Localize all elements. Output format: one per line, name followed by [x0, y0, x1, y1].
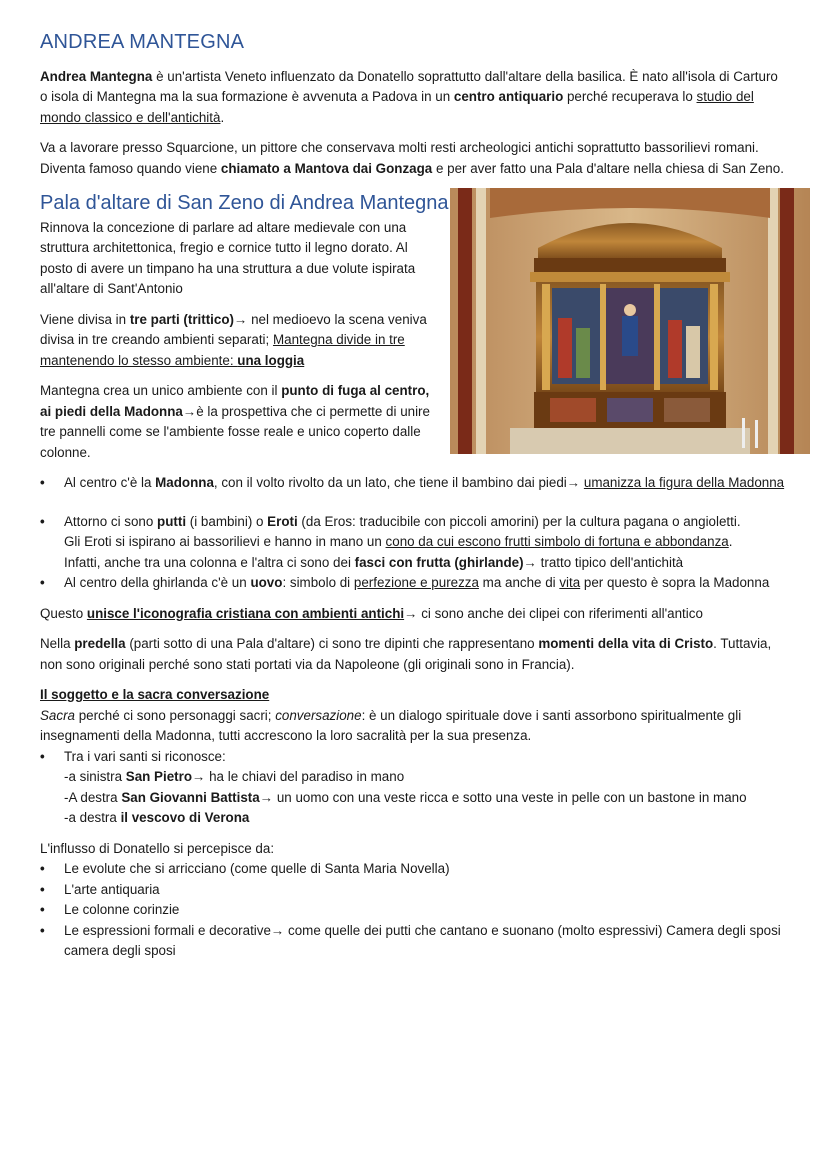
text: e per aver fatto una Pala d'altare nella chiesa di San Zeno. [432, 160, 784, 176]
text: Va a lavorare presso Squarcione, un pittore che conservava molti resti archeologici antichi soprattutto bassorilievi romani. Diventa famoso quando viene [40, 140, 759, 176]
paragraph-structure: Rinnova la concezione di parlare ad altare medievale con una struttura architettonica, fregio e cornice tutto il legno dorato. Al posto di avere un timpano ha una struttura a due volute ispirata all'altare di Sant'Antonio [40, 219, 416, 296]
text: (da Eros: traducibile con piccoli amorini) per la cultura pagana o angioletti. [297, 513, 741, 529]
text: Questo [40, 605, 87, 621]
text: Gli Eroti si ispirano ai bassorilievi e hanno in mano un [64, 534, 386, 549]
italic-text: Sacra [40, 707, 75, 723]
underlined-text: umanizza la figura della Madonna [583, 475, 785, 490]
text: Viene divisa in [40, 311, 130, 327]
subtitle: Il soggetto e la sacra conversazione [40, 687, 270, 702]
bold-text: putti [157, 513, 187, 529]
text: , con il volto rivolto da un lato, che tiene il bambino dai piedi→ [213, 475, 584, 490]
bold-text: fasci con frutta (ghirlande) [354, 554, 524, 570]
underlined-text: perfezione e purezza [353, 575, 479, 590]
bold-text: Andrea Mantegna [40, 68, 153, 84]
bold-text: momenti della vita di Cristo [538, 636, 714, 651]
text: -a sinistra [64, 769, 126, 784]
text: -A destra [64, 789, 122, 805]
bold-text: il vescovo di Verona [120, 810, 250, 825]
text: . [728, 534, 733, 549]
saints-list [40, 747, 785, 829]
text: → ci sono anche dei clipei con riferimenti all'antico [404, 605, 703, 621]
text: (i bambini) o [186, 513, 268, 529]
section-title: Pala d'altare di San Zeno di Andrea Mantegna [40, 192, 449, 214]
altarpiece-image [450, 188, 810, 454]
list-item: • L'arte antiquaria [40, 880, 785, 901]
text: . [220, 109, 225, 125]
text: perché ci sono personaggi sacri; [74, 707, 276, 723]
bold-text: Eroti [267, 513, 298, 529]
text: -a destra [64, 810, 121, 825]
text: Tra i vari santi si riconosce: [64, 748, 226, 764]
influence-intro: L'influsso di Donatello si percepisce da: [40, 840, 275, 856]
underlined-text: Mantegna divide in tre mantenendo lo stesso ambiente: [40, 332, 405, 368]
text: (parti sotto di una Pala d'altare) ci sono tre dipinti che rappresentano [125, 636, 539, 651]
document-page [40, 32, 785, 962]
underlined-text: studio del mondo classico e dell'antichità [40, 89, 754, 125]
list-item [40, 473, 785, 494]
paragraph-predella [40, 634, 785, 675]
text: → tratto tipico dell'antichità [523, 554, 684, 570]
list-item: • Le evolute che si arricciano (come quelle di Santa Maria Novella) [40, 859, 785, 880]
list-item [40, 747, 785, 829]
text: è un'artista Veneto influenzato da Donatello soprattutto dall'altare della basilica. È nato all'isola di Carturo o isola di Mantegna ma la sua formazione è avvenuta a Padova in un [40, 68, 778, 104]
influence-list [40, 859, 785, 962]
text: ma anche di [478, 575, 560, 590]
bold-underlined-text: unisce l'iconografia cristiana con ambienti antichi [86, 605, 405, 621]
italic-text: conversazione [275, 707, 362, 723]
underlined-text: vita [559, 575, 581, 590]
underlined-text: cono da cui escono frutti simbolo di fortuna e abbondanza [385, 534, 729, 549]
text: Al centro della ghirlanda c'è un [64, 575, 251, 590]
text: → ha le chiavi del paradiso in mano [192, 769, 405, 784]
bold-text: tre parti (trittico) [129, 311, 234, 327]
text: → nel medioevo la scena veniva divisa in tre creando ambienti separati; [40, 311, 427, 347]
list-item: • Le colonne corinzie [40, 900, 785, 921]
page-title: ANDREA MANTEGNA [40, 31, 245, 53]
subtitle-block [40, 685, 785, 706]
text: Attorno ci sono [64, 513, 158, 529]
text: perché recuperava lo [563, 89, 697, 104]
bold-text: uovo [250, 575, 283, 590]
intro-paragraph-2 [40, 138, 785, 179]
text: → un uomo con una veste ricca e sotto una veste in pelle con un bastone in mano [259, 789, 747, 805]
bold-underlined-text: una loggia [237, 352, 305, 368]
bold-text: chiamato a Mantova dai Gonzaga [220, 160, 433, 176]
bold-text: San Giovanni Battista [121, 789, 260, 805]
text: Al centro c'è la [64, 475, 156, 490]
putti-list [40, 512, 785, 594]
paragraph-sacra-conversazione [40, 706, 785, 747]
intro-paragraph-1 [40, 67, 785, 129]
text: : è un dialogo spirituale dove i santi assorbono spiritualmente gli insegnamenti della Madonna, tutti accrescono la loro sacralità per la sua presenza. [40, 707, 742, 743]
bold-text: centro antiquario [453, 89, 564, 104]
text: Infatti, anche tra una colonna e l'altra ci sono dei [64, 554, 355, 570]
list-item: • Le espressioni formali e decorative→ come quelle dei putti che cantano e suonano (molto espressivi) Camera degli sposi camera degli sposi [40, 921, 785, 962]
text: . Tuttavia, non sono originali perché sono stati portati via da Napoleone (gli originali sono in Francia). [40, 636, 772, 672]
text: per questo è sopra la Madonna [580, 575, 770, 590]
bold-text: Madonna [155, 475, 214, 490]
bold-text: predella [74, 636, 126, 651]
list-item [40, 512, 785, 574]
list-item [40, 573, 785, 594]
text: →è la prospettiva che ci permette di unire tre pannelli come se l'ambiente fosse reale e unico coperto dalle colonne. [40, 403, 430, 460]
paragraph-iconography [40, 604, 785, 625]
text: Nella [40, 636, 75, 651]
text: : simbolo di [282, 575, 354, 590]
text: Mantegna crea un unico ambiente con il [40, 383, 282, 398]
bold-text: San Pietro [125, 769, 192, 784]
bold-text: punto di fuga al centro, ai piedi della Madonna [40, 383, 430, 419]
madonna-list [40, 473, 785, 494]
